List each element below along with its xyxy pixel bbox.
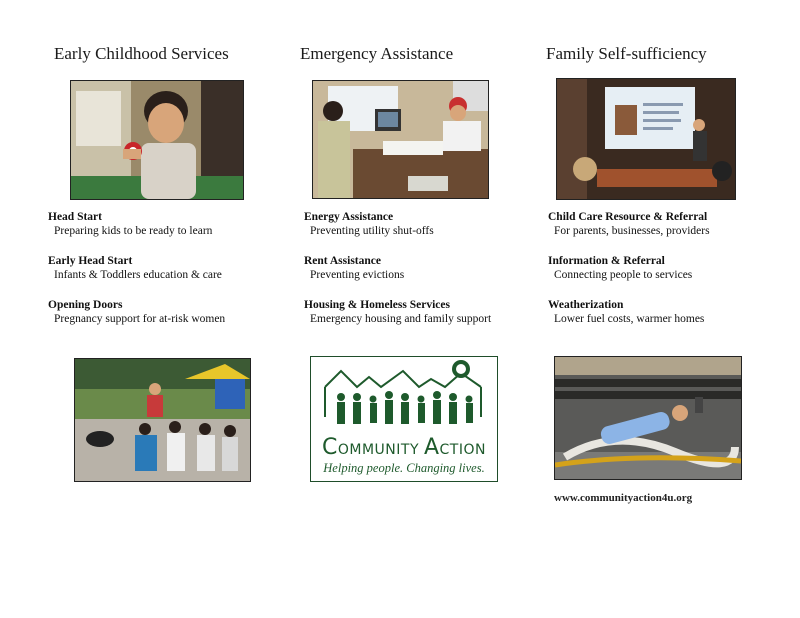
- photo-presentation-meeting: [556, 78, 736, 200]
- column-title: Family Self-sufficiency: [546, 44, 707, 63]
- service-description: Preventing utility shut-offs: [310, 225, 434, 237]
- logo-tagline: Helping people. Changing lives.: [323, 461, 485, 475]
- logo-title-cap-a: A: [423, 435, 440, 460]
- service-name: Child Care Resource & Referral: [548, 211, 708, 223]
- photo-weatherization-crawlspace: [554, 356, 742, 480]
- service-name: Early Head Start: [48, 255, 133, 267]
- photo-children-playground: [74, 358, 251, 482]
- column-title: Early Childhood Services: [54, 44, 229, 63]
- service-name: Head Start: [48, 211, 102, 223]
- service-housing-homeless: [304, 298, 554, 327]
- logo-title: [311, 435, 497, 460]
- service-rent-assistance: [304, 254, 554, 283]
- service-weatherization: [548, 298, 798, 327]
- service-head-start: [48, 210, 298, 239]
- service-description: Preparing kids to be ready to learn: [54, 225, 213, 237]
- service-description: Infants & Toddlers education & care: [54, 269, 222, 281]
- service-name: Housing & Homeless Services: [304, 299, 450, 311]
- column-title: Emergency Assistance: [300, 44, 454, 63]
- service-opening-doors: [48, 298, 298, 327]
- service-name: Rent Assistance: [304, 255, 381, 267]
- service-description: Emergency housing and family support: [310, 313, 492, 325]
- service-name: Opening Doors: [48, 299, 123, 311]
- service-information-referral: [548, 254, 798, 283]
- service-name: Weatherization: [548, 299, 624, 311]
- logo-title-cap-c: C: [322, 435, 338, 460]
- service-description: Lower fuel costs, warmer homes: [554, 313, 705, 325]
- logo-title-part1: OMMUNITY: [337, 442, 424, 458]
- service-description: Pregnancy support for at-risk women: [54, 313, 226, 325]
- logo-title-part2: CTION: [439, 442, 486, 458]
- website-url[interactable]: www.communityaction4u.org: [554, 492, 693, 504]
- service-early-head-start: [48, 254, 298, 283]
- service-description: For parents, businesses, providers: [554, 225, 710, 237]
- service-name: Energy Assistance: [304, 211, 394, 223]
- service-description: Connecting people to services: [554, 269, 693, 281]
- service-energy-assistance: [304, 210, 554, 239]
- photo-child-playing: [70, 80, 244, 200]
- service-description: Preventing evictions: [310, 269, 405, 281]
- service-name: Information & Referral: [548, 255, 665, 267]
- community-action-logo: [310, 356, 498, 482]
- service-child-care-referral: [548, 210, 798, 239]
- families-skyline-icon: [311, 357, 497, 437]
- photo-office-assistance: [312, 80, 489, 199]
